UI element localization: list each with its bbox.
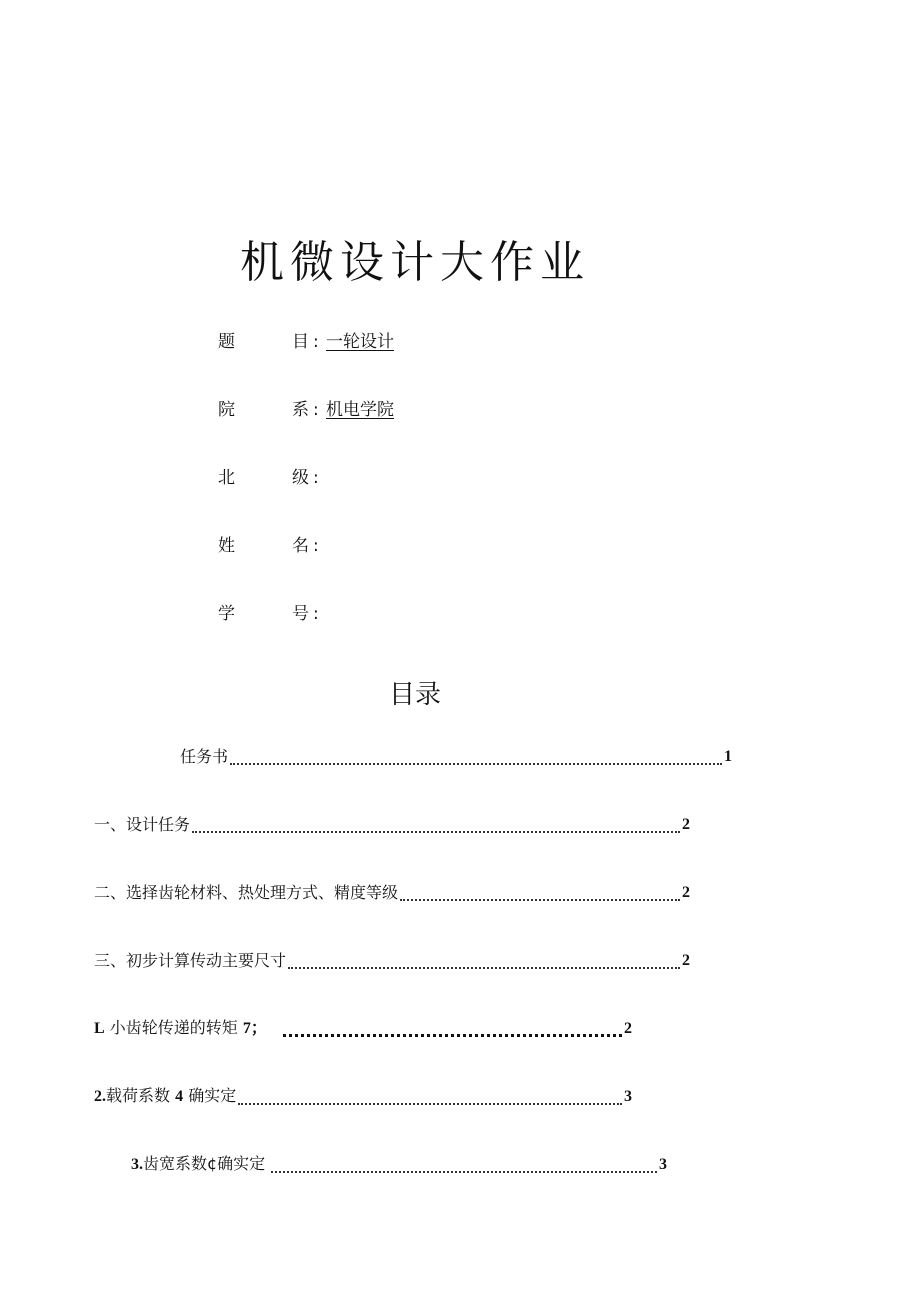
- toc-leader-dots: [230, 762, 722, 765]
- info-label-start: 学: [218, 604, 235, 624]
- toc-entry-prefix: 3.: [131, 1156, 143, 1173]
- toc-heading: 目录: [388, 680, 441, 710]
- toc-entry-label: 任务书: [180, 747, 229, 766]
- toc-page-number: 2: [624, 1020, 632, 1037]
- toc-entry-prefix: 2.: [94, 1088, 106, 1105]
- info-label-end: 级: [292, 468, 309, 488]
- info-colon: :: [313, 332, 319, 352]
- info-label-start: 姓: [218, 536, 235, 556]
- toc-page-number: 3: [659, 1156, 667, 1173]
- info-colon: :: [313, 400, 319, 420]
- info-colon: :: [313, 604, 319, 624]
- toc-entry[interactable]: [94, 810, 690, 836]
- info-label-start: 院: [218, 400, 235, 420]
- toc-entry-suffix: 7；: [242, 1020, 267, 1037]
- info-label-end: 目: [292, 332, 309, 352]
- info-value-subject: 一轮设计: [326, 332, 394, 352]
- info-label-end: 系: [292, 400, 309, 420]
- toc-entry-text-end: 确实定: [188, 1086, 237, 1105]
- toc-entry-text: 齿宽系数¢确实定: [143, 1154, 266, 1173]
- toc-entry-label: 三、初步计算传动主要尺寸: [94, 951, 287, 970]
- toc-entry[interactable]: [94, 1014, 632, 1040]
- info-label-start: 北: [218, 468, 235, 488]
- toc-page-number: 2: [682, 816, 690, 833]
- toc-page-number: 1: [724, 748, 732, 765]
- toc-page-number: 2: [682, 952, 690, 969]
- toc-entry-label: [94, 1017, 267, 1040]
- toc-page-number: 2: [682, 884, 690, 901]
- toc-leader-dots: [271, 1170, 657, 1173]
- info-colon: :: [313, 536, 319, 556]
- toc-entry-label: 二、选择齿轮材料、热处理方式、精度等级: [94, 883, 399, 902]
- info-label-end: 号: [292, 604, 309, 624]
- toc-entry[interactable]: [131, 1150, 667, 1176]
- info-label-end: 名: [292, 536, 309, 556]
- toc-leader-dots: [283, 1033, 622, 1037]
- info-colon: :: [313, 468, 319, 488]
- info-value-department: 机电学院: [326, 400, 394, 420]
- toc-entry-label: [94, 1085, 236, 1108]
- info-label-start: 题: [218, 332, 235, 352]
- toc-leader-dots: [288, 966, 680, 969]
- toc-entry-text: 小齿轮传递的转矩: [109, 1018, 238, 1037]
- toc-entry-mid: 4: [175, 1088, 184, 1105]
- toc-entry[interactable]: [94, 1082, 632, 1108]
- toc-leader-dots: [238, 1102, 622, 1105]
- toc-entry-text: 载荷系数: [106, 1086, 171, 1105]
- document-title: 机微设计大作业: [240, 237, 590, 288]
- toc-leader-dots: [192, 830, 680, 833]
- toc-entry-label: 一、设计任务: [94, 815, 191, 834]
- toc-entry-label: [131, 1153, 265, 1176]
- toc-entry[interactable]: [94, 878, 690, 904]
- toc-entry[interactable]: [94, 946, 690, 972]
- toc-page-number: 3: [624, 1088, 632, 1105]
- toc-entry-prefix: L: [94, 1020, 105, 1037]
- toc-entry[interactable]: [180, 742, 732, 768]
- toc-leader-dots: [400, 898, 680, 901]
